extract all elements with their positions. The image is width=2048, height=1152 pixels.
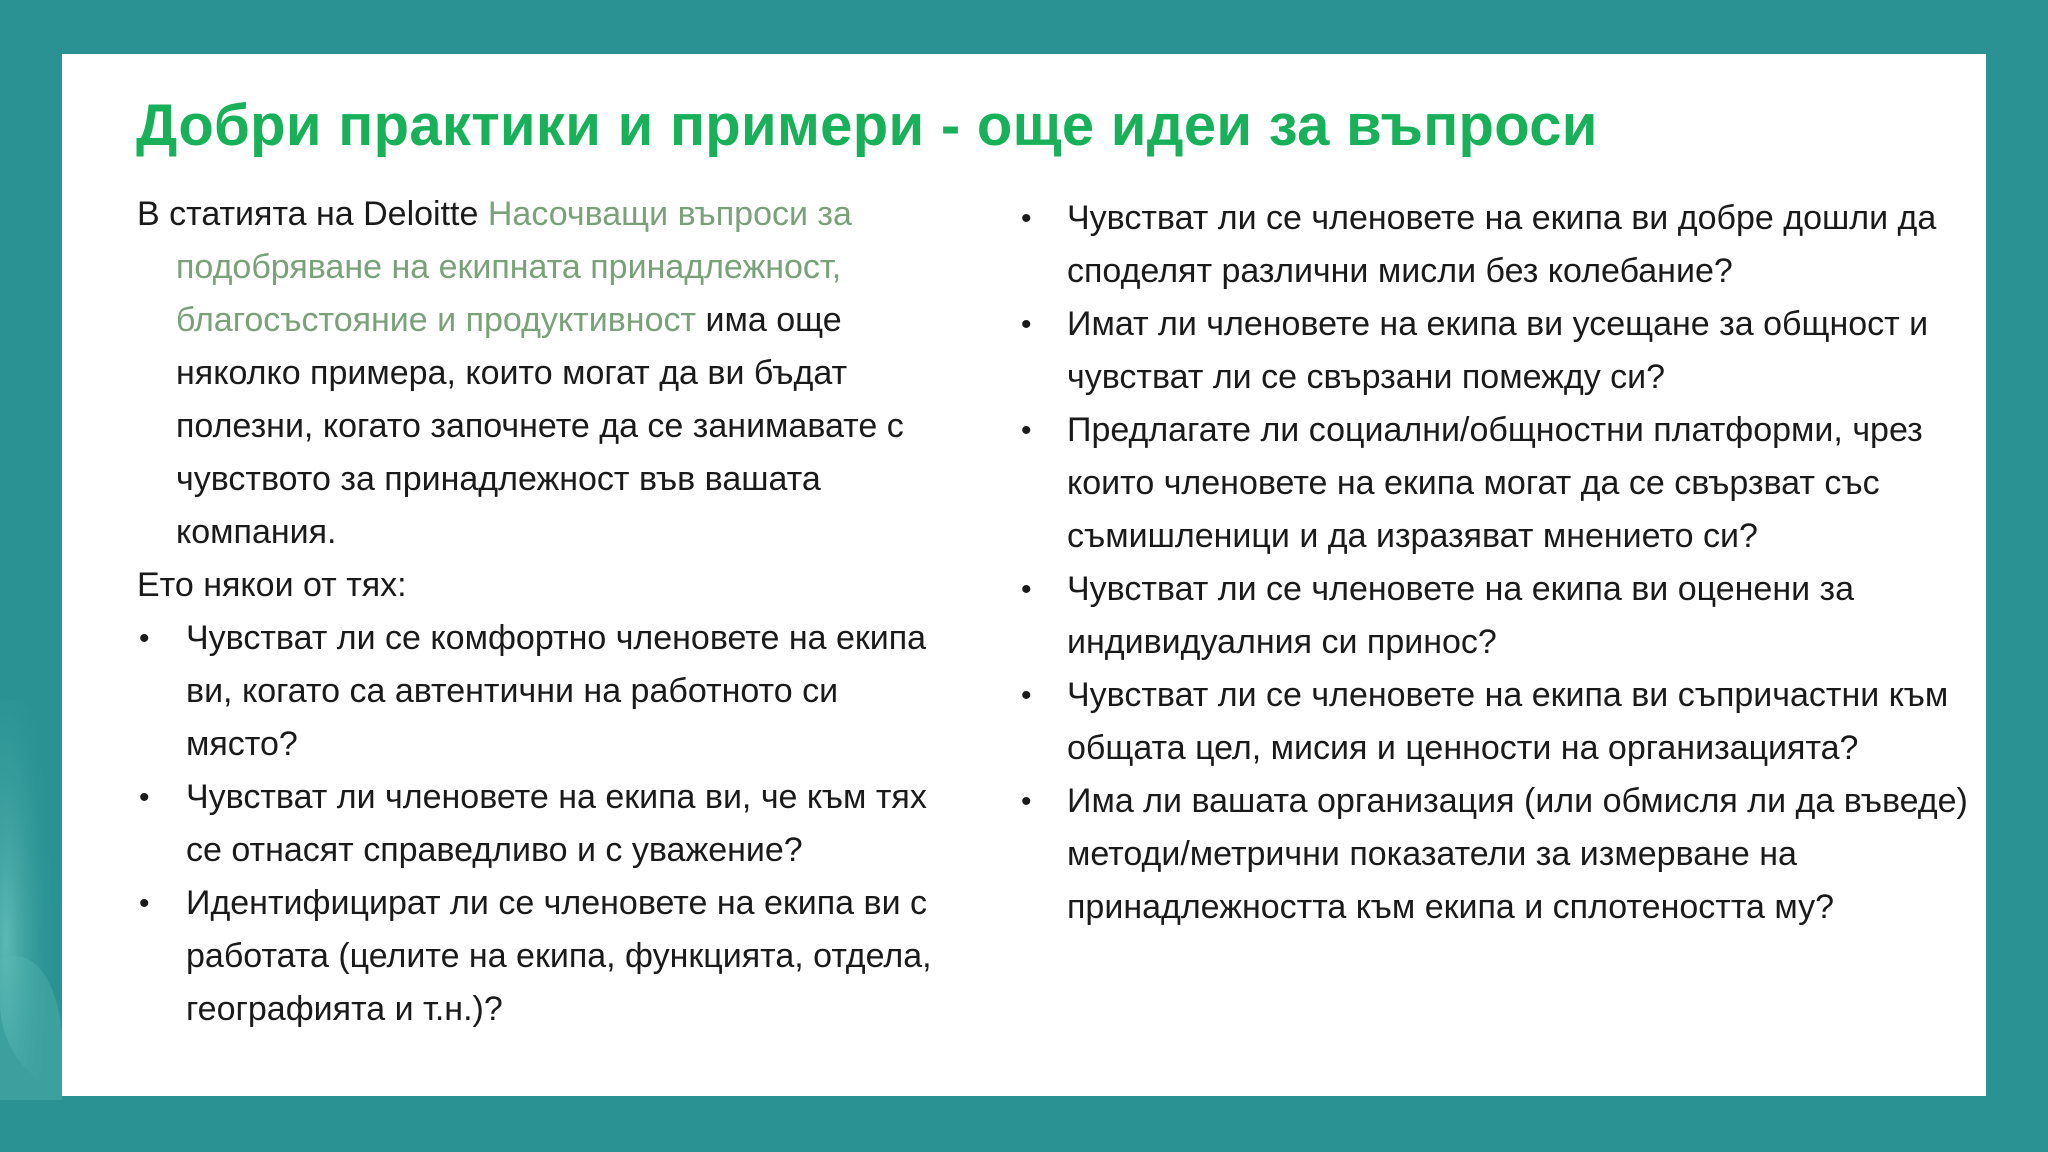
bullet-icon: • bbox=[1021, 679, 1032, 712]
list-item bbox=[1019, 775, 1999, 934]
article-link[interactable]: Насочващи въпроси за подобряване на екипната принадлежност, благосъстояние и продуктивност bbox=[176, 195, 852, 339]
list-item bbox=[137, 877, 937, 1036]
list-item bbox=[1019, 669, 1999, 775]
bullet-icon: • bbox=[139, 887, 150, 920]
list-item bbox=[1019, 404, 1999, 563]
bullet-icon: • bbox=[1021, 573, 1032, 606]
right-column bbox=[1019, 192, 1999, 934]
bullet-icon: • bbox=[139, 781, 150, 814]
list-item bbox=[1019, 192, 1999, 298]
bullet-text: Чувстват ли се членовете на екипа ви съпричастни към общата цел, мисия и ценности на организацията? bbox=[1067, 676, 1949, 767]
bullet-icon: • bbox=[1021, 414, 1032, 447]
bullet-text: Чувстват ли се членовете на екипа ви добре дошли да споделят различни мисли без колебание? bbox=[1067, 199, 1937, 290]
list-item bbox=[1019, 563, 1999, 669]
bullet-text: Предлагате ли социални/общностни платформи, чрез които членовете на екипа могат да се свързват със съмишленици и да изразяват мнението си? bbox=[1067, 411, 1923, 555]
bullet-icon: • bbox=[1021, 785, 1032, 818]
slide-title: Добри практики и примери - още идеи за въпроси bbox=[136, 93, 1598, 158]
slide-content bbox=[62, 54, 1986, 1096]
bullet-text: Имат ли членовете на екипа ви усещане за общност и чувстват ли се свързани помежду си? bbox=[1067, 305, 1929, 396]
list-item bbox=[137, 771, 937, 877]
examples-heading: Ето някои от тях: bbox=[137, 566, 407, 604]
bullet-icon: • bbox=[1021, 308, 1032, 341]
bullet-icon: • bbox=[139, 622, 150, 655]
intro-prefix: В статията на Deloitte bbox=[137, 195, 488, 233]
intro-paragraph bbox=[137, 188, 937, 559]
bullet-icon: • bbox=[1021, 202, 1032, 235]
intro-suffix: има още няколко примера, които могат да ви бъдат полезни, когато започнете да се занимавате с чувството за принадлежност във вашата компания. bbox=[176, 301, 904, 551]
right-bullet-list bbox=[1019, 192, 1999, 934]
list-item bbox=[137, 612, 937, 771]
left-bullet-list bbox=[137, 612, 937, 1036]
bullet-text: Идентифицират ли се членовете на екипа ви с работата (целите на екипа, функцията, отдела, географията и т.н.)? bbox=[186, 884, 932, 1028]
bullet-text: Чувстват ли членовете на екипа ви, че към тях се отнасят справедливо и с уважение? bbox=[186, 778, 927, 869]
left-column bbox=[137, 188, 937, 1036]
bullet-text: Чувстват ли се комфортно членовете на екипа ви, когато са автентични на работното си място? bbox=[186, 619, 927, 763]
list-item bbox=[1019, 298, 1999, 404]
bullet-text: Има ли вашата организация (или обмисля ли да въведе) методи/метрични показатели за измерване на принадлежността към екипа и сплотеността му? bbox=[1067, 782, 1968, 926]
bullet-text: Чувстват ли се членовете на екипа ви оценени за индивидуалния си принос? bbox=[1067, 570, 1855, 661]
